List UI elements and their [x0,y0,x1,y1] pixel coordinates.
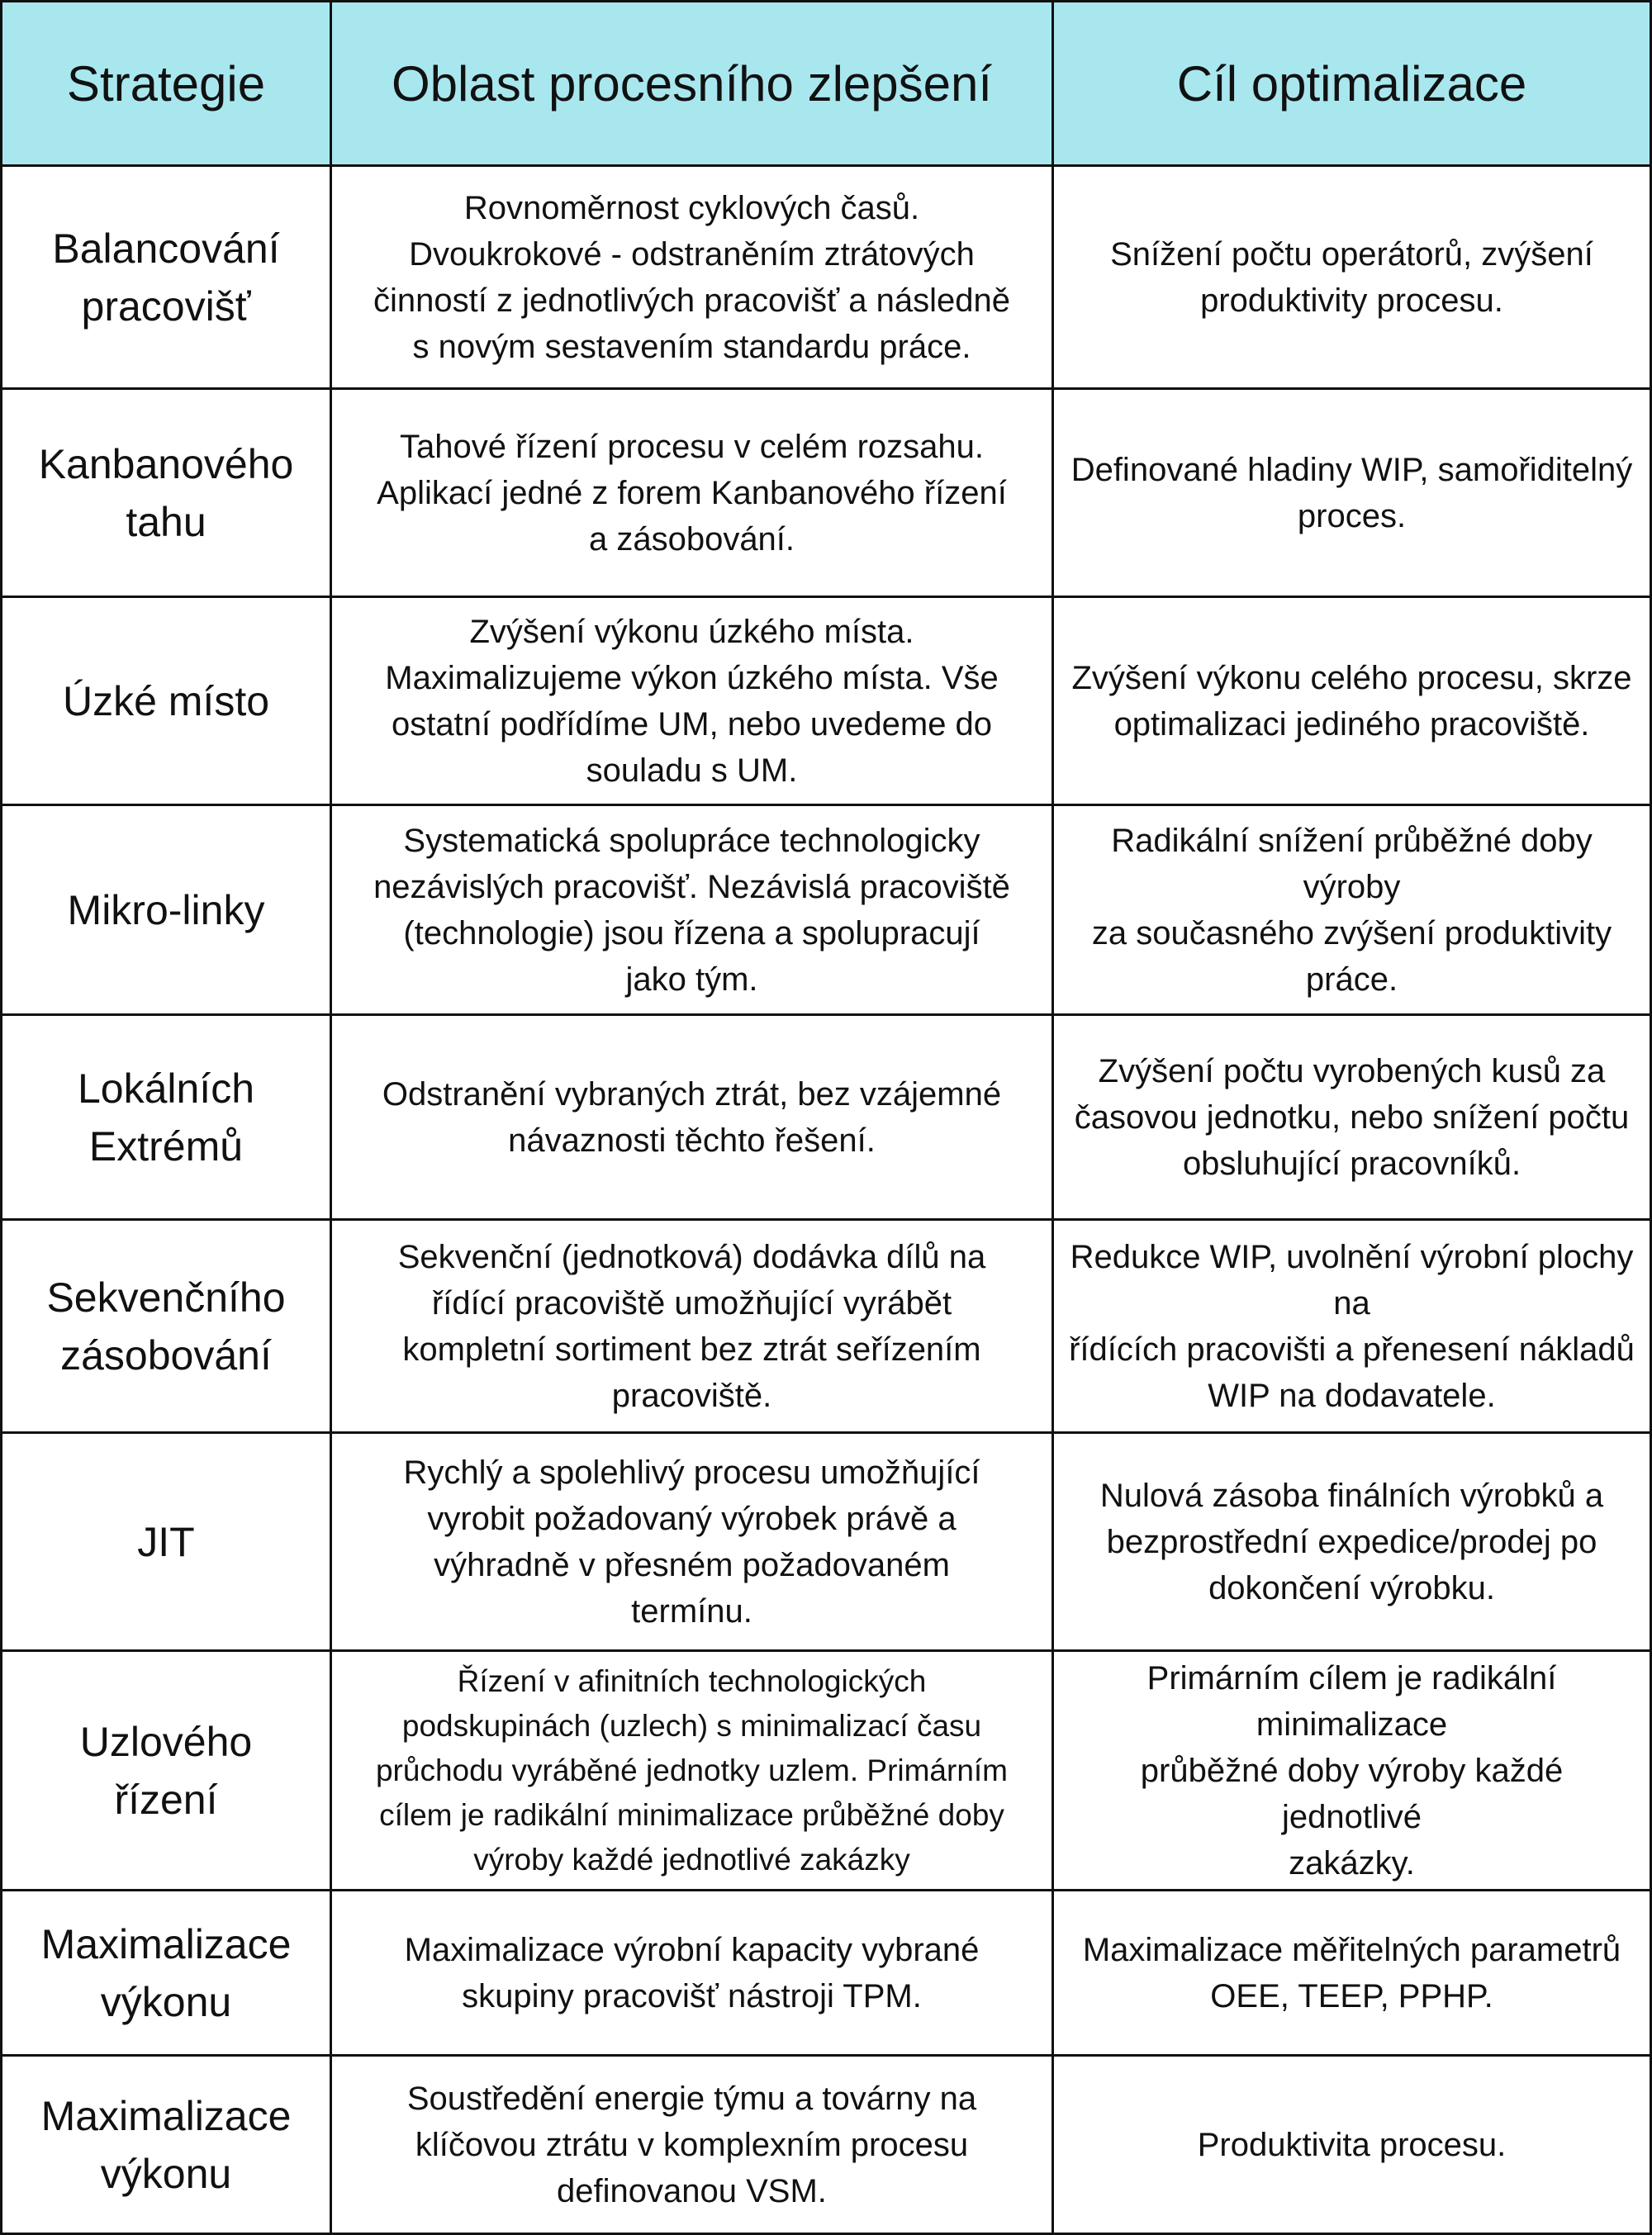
strategy-cell: Maximalizace výkonu [2,2056,331,2234]
strategy-cell: Lokálních Extrémů [2,1015,331,1220]
area-cell: Odstranění vybraných ztrát, bez vzájemné návaznosti těchto řešení. [331,1015,1053,1220]
strategy-cell: Mikro-linky [2,805,331,1015]
goal-cell: Definované hladiny WIP, samořiditelný proces. [1053,389,1651,597]
strategy-cell: JIT [2,1433,331,1651]
area-cell: Tahové řízení procesu v celém rozsahu. Aplikací jedné z forem Kanbanového řízení a zásobování. [331,389,1053,597]
goal-cell: Radikální snížení průběžné doby výroby za současného zvýšení produktivity práce. [1053,805,1651,1015]
table-row [2,1891,1651,2056]
area-cell: Maximalizace výrobní kapacity vybrané skupiny pracovišť nástroji TPM. [331,1891,1053,2056]
area-cell: Rychlý a spolehlivý procesu umožňující vyrobit požadovaný výrobek právě a výhradně v přesném požadovaném termínu. [331,1433,1053,1651]
goal-cell: Redukce WIP, uvolnění výrobní plochy na řídících pracovišti a přenesení nákladů WIP na dodavatele. [1053,1220,1651,1433]
area-cell: Rovnoměrnost cyklových časů. Dvoukrokové - odstraněním ztrátových činností z jednotlivých pracovišť a následně s novým sestavením standardu práce. [331,166,1053,389]
table-row [2,1015,1651,1220]
table-row [2,389,1651,597]
table-row [2,166,1651,389]
table-row [2,597,1651,805]
strategy-cell: Kanbanového tahu [2,389,331,597]
table-row [2,1220,1651,1433]
goal-cell: Produktivita procesu. [1053,2056,1651,2234]
area-cell: Zvýšení výkonu úzkého místa. Maximalizujeme výkon úzkého místa. Vše ostatní podřídíme UM, nebo uvedeme do souladu s UM. [331,597,1053,805]
strategy-cell: Úzké místo [2,597,331,805]
strategy-cell: Sekvenčního zásobování [2,1220,331,1433]
goal-cell: Zvýšení výkonu celého procesu, skrze optimalizaci jediného pracoviště. [1053,597,1651,805]
header-goal: Cíl optimalizace [1053,2,1651,166]
strategy-cell: Balancování pracovišť [2,166,331,389]
header-area: Oblast procesního zlepšení [331,2,1053,166]
table-header-row [2,2,1651,166]
goal-cell: Primárním cílem je radikální minimalizace průběžné doby výroby každé jednotlivé zakázky. [1053,1651,1651,1891]
strategy-cell: Uzlového řízení [2,1651,331,1891]
area-cell: Sekvenční (jednotková) dodávka dílů na řídící pracoviště umožňující vyrábět kompletní sortiment bez ztrát seřízením pracoviště. [331,1220,1053,1433]
header-strategy: Strategie [2,2,331,166]
strategy-cell: Maximalizace výkonu [2,1891,331,2056]
table-row [2,1433,1651,1651]
table-row [2,2056,1651,2234]
area-cell: Soustředění energie týmu a továrny na klíčovou ztrátu v komplexním procesu definovanou VSM. [331,2056,1053,2234]
goal-cell: Maximalizace měřitelných parametrů OEE, TEEP, PPHP. [1053,1891,1651,2056]
goal-cell: Zvýšení počtu vyrobených kusů za časovou jednotku, nebo snížení počtu obsluhující pracovníků. [1053,1015,1651,1220]
goal-cell: Nulová zásoba finálních výrobků a bezprostřední expedice/prodej po dokončení výrobku. [1053,1433,1651,1651]
goal-cell: Snížení počtu operátorů, zvýšení produktivity procesu. [1053,166,1651,389]
table-row [2,805,1651,1015]
area-cell: Systematická spolupráce technologicky nezávislých pracovišť. Nezávislá pracoviště (technologie) jsou řízena a spolupracují jako tým. [331,805,1053,1015]
table-row [2,1651,1651,1891]
area-cell: Řízení v afinitních technologických podskupinách (uzlech) s minimalizací času průchodu vyráběné jednotky uzlem. Primárním cílem je radikální minimalizace průběžné doby výroby každé jednotlivé zakázky [331,1651,1053,1891]
